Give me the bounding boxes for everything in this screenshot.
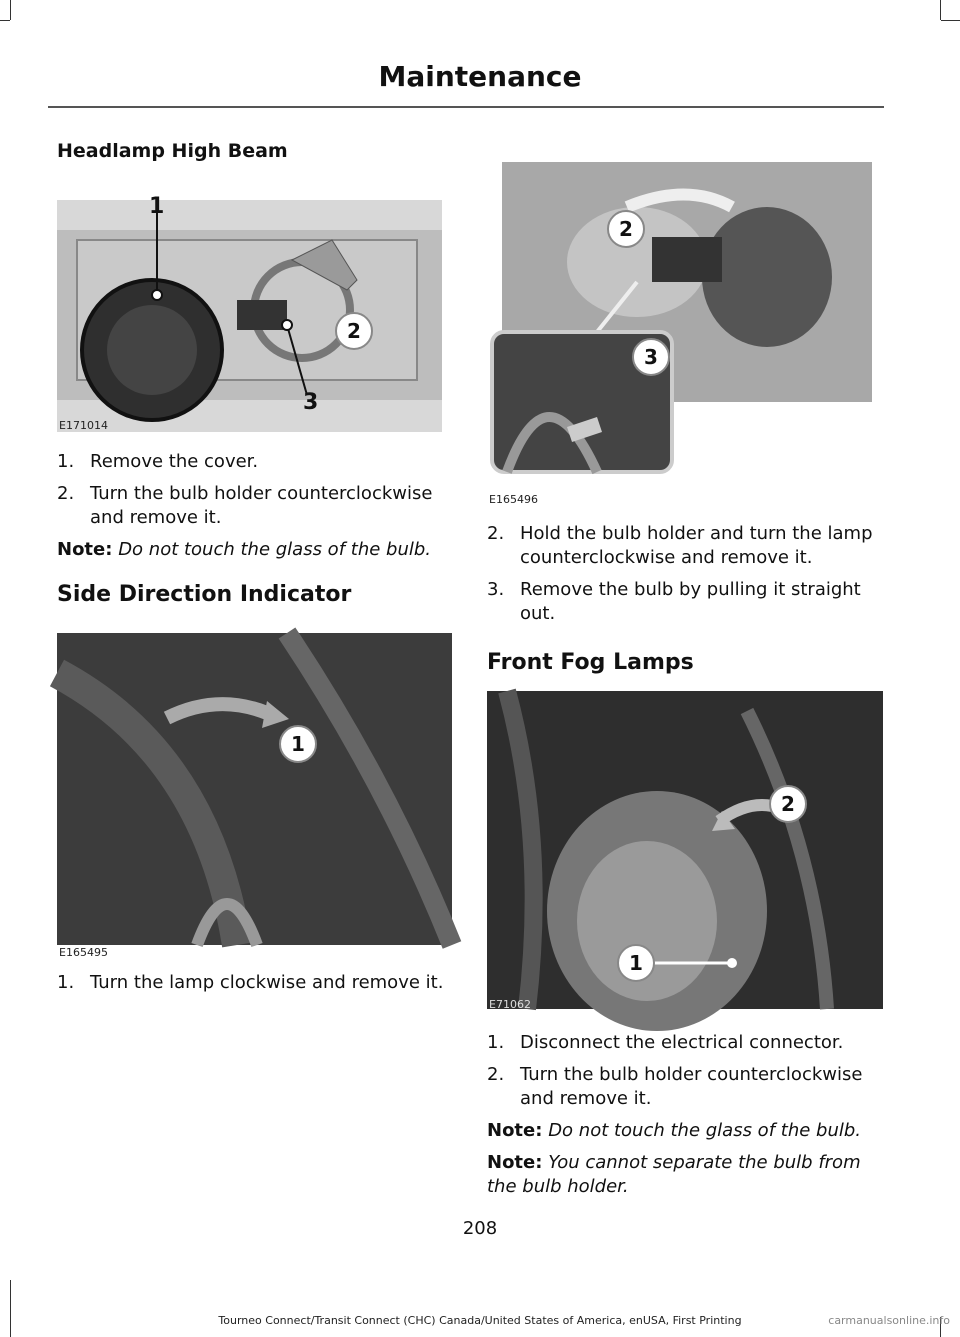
figure-code: E71062 — [489, 998, 531, 1011]
callout-badge: 2 — [607, 210, 645, 248]
step-text: Hold the bulb holder and turn the lamp counterclockwise and remove it. — [520, 523, 873, 568]
step-number: 1. — [57, 972, 75, 993]
step-text: Turn the lamp clockwise and remove it. — [90, 972, 444, 993]
step-item — [487, 522, 887, 570]
note-text: Do not touch the glass of the bulb. — [118, 539, 431, 560]
note-label: Note: — [487, 1120, 543, 1141]
step-text: Remove the bulb by pulling it straight out. — [520, 579, 861, 624]
crop-mark — [0, 20, 10, 21]
figure-code: E165495 — [59, 946, 108, 959]
step-number: 2. — [57, 483, 75, 504]
page-header-title: Maintenance — [378, 60, 582, 93]
step-item — [57, 971, 457, 995]
step-number: 2. — [487, 523, 505, 544]
step-text: Turn the bulb holder counterclockwise and remove it. — [520, 1064, 863, 1109]
step-number: 3. — [487, 579, 505, 600]
indicator-illustration — [57, 633, 452, 945]
crop-mark — [940, 0, 941, 20]
section-title-side-direction-indicator: Side Direction Indicator — [57, 582, 352, 607]
step-item — [57, 450, 457, 474]
figure-side-direction-indicator — [57, 633, 452, 959]
left-column — [57, 140, 457, 995]
callout-badge: 2 — [335, 312, 373, 350]
figure-code: E165496 — [489, 493, 538, 506]
figure-front-fog-lamps — [487, 691, 883, 1009]
callout-badge: 1 — [617, 944, 655, 982]
note-label: Note: — [487, 1152, 543, 1173]
step-item — [487, 1031, 887, 1055]
note-text: You cannot separate the bulb from the bulb holder. — [487, 1152, 861, 1197]
headlamp-illustration — [57, 200, 442, 432]
page-number: 208 — [462, 1218, 498, 1239]
section-title-headlamp-high-beam: Headlamp High Beam — [57, 140, 288, 162]
note-label: Note: — [57, 539, 113, 560]
step-text: Remove the cover. — [90, 451, 259, 472]
step-text: Disconnect the electrical connector. — [520, 1032, 844, 1053]
note — [487, 1151, 887, 1199]
callout-badge: 3 — [632, 338, 670, 376]
figure-code: E171014 — [59, 419, 108, 432]
step-item — [487, 578, 887, 626]
figure-headlamp-high-beam — [57, 194, 442, 432]
step-text: Turn the bulb holder counterclockwise and remove it. — [90, 483, 433, 528]
callout-label: 3 — [303, 390, 319, 415]
crop-mark — [10, 0, 11, 20]
callout-badge: 1 — [279, 725, 317, 763]
fog-lamp-illustration — [487, 691, 883, 1009]
watermark: carmanualsonline.info — [828, 1314, 950, 1327]
crop-mark — [10, 1280, 11, 1337]
figure-bulb-holder — [487, 162, 872, 506]
step-item — [487, 1063, 887, 1111]
note — [487, 1119, 887, 1143]
step-number: 2. — [487, 1064, 505, 1085]
callout-badge: 2 — [769, 785, 807, 823]
note-text: Do not touch the glass of the bulb. — [548, 1120, 861, 1141]
right-column — [487, 140, 887, 1199]
callout-label: 1 — [149, 194, 165, 219]
crop-mark — [941, 20, 960, 21]
step-item — [57, 482, 457, 530]
header-divider — [48, 106, 884, 108]
step-number: 1. — [487, 1032, 505, 1053]
note — [57, 538, 457, 562]
step-number: 1. — [57, 451, 75, 472]
bulb-holder-illustration — [487, 162, 872, 492]
footer-text: Tourneo Connect/Transit Connect (CHC) Canada/United States of America, enUSA, First Printing — [218, 1314, 742, 1327]
section-title-front-fog-lamps: Front Fog Lamps — [487, 650, 694, 675]
